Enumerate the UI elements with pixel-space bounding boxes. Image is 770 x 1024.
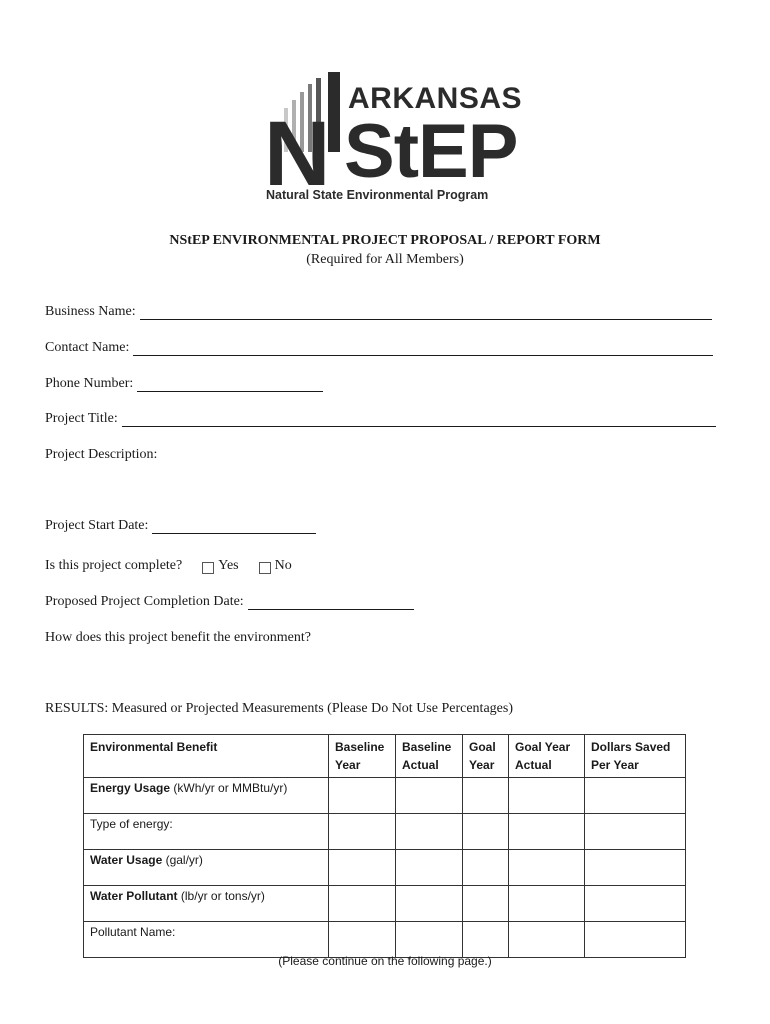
project-start-date-label: Project Start Date: — [45, 518, 149, 533]
nstep-logo — [262, 70, 523, 206]
project-description-label: Project Description: — [45, 447, 158, 462]
results-table — [83, 734, 686, 958]
project-title-label: Project Title: — [45, 411, 118, 426]
row-label-rest: (kWh/yr or MMBtu/yr) — [170, 781, 288, 795]
input-cell[interactable] — [509, 886, 585, 922]
input-cell[interactable] — [329, 778, 396, 814]
input-cell[interactable] — [585, 814, 686, 850]
row-label — [84, 814, 329, 850]
row-label-rest: Pollutant Name: — [90, 925, 176, 939]
row-label-bold: Water Pollutant — [90, 889, 178, 903]
logo-n-letter: N — [264, 103, 329, 205]
contact-name-input-line[interactable] — [133, 341, 713, 356]
input-cell[interactable] — [463, 922, 509, 958]
phone-number-input-line[interactable] — [137, 377, 323, 392]
form-subtitle: (Required for All Members) — [306, 252, 464, 267]
logo-state-text: ARKANSAS — [348, 82, 523, 115]
header-dollars-saved: Dollars Saved Per Year — [585, 735, 686, 778]
results-heading: RESULTS: Measured or Projected Measurements (Please Do Not Use Percentages) — [45, 701, 513, 716]
input-cell[interactable] — [396, 814, 463, 850]
input-cell[interactable] — [509, 814, 585, 850]
row-label — [84, 778, 329, 814]
input-cell[interactable] — [509, 850, 585, 886]
input-cell[interactable] — [509, 778, 585, 814]
no-label: No — [274, 558, 292, 573]
input-cell[interactable] — [463, 814, 509, 850]
input-cell[interactable] — [585, 886, 686, 922]
phone-number-label: Phone Number: — [45, 376, 134, 391]
row-label-rest: (lb/yr or tons/yr) — [177, 889, 265, 903]
input-cell[interactable] — [463, 850, 509, 886]
row-label — [84, 850, 329, 886]
benefit-question: How does this project benefit the environment? — [45, 630, 311, 645]
completion-date-row — [45, 594, 414, 610]
business-name-input-line[interactable] — [140, 305, 712, 320]
input-cell[interactable] — [585, 778, 686, 814]
row-label-rest: Type of energy: — [90, 817, 173, 831]
table-row — [84, 778, 686, 814]
results-row — [45, 701, 513, 717]
header-baseline-actual: Baseline Actual — [396, 735, 463, 778]
project-complete-label: Is this project complete? — [45, 558, 183, 573]
continue-note: (Please continue on the following page.) — [278, 954, 492, 968]
header-environmental-benefit: Environmental Benefit — [84, 735, 329, 778]
header-baseline-year: Baseline Year — [329, 735, 396, 778]
contact-name-row — [45, 340, 713, 356]
business-name-row — [45, 304, 712, 320]
input-cell[interactable] — [585, 850, 686, 886]
table-header-row — [84, 735, 686, 778]
header-goal-year-actual: Goal Year Actual — [509, 735, 585, 778]
row-label-bold: Energy Usage — [90, 781, 171, 795]
table-row — [84, 814, 686, 850]
benefit-row — [45, 630, 311, 646]
project-start-date-input-line[interactable] — [152, 519, 316, 534]
form-title: NStEP ENVIRONMENTAL PROJECT PROPOSAL / REPORT FORM — [169, 233, 601, 248]
input-cell[interactable] — [396, 778, 463, 814]
yes-checkbox[interactable] — [202, 562, 214, 574]
input-cell[interactable] — [396, 886, 463, 922]
input-cell[interactable] — [463, 886, 509, 922]
phone-number-row — [45, 376, 323, 392]
input-cell[interactable] — [329, 814, 396, 850]
input-cell[interactable] — [396, 922, 463, 958]
header-goal-year: Goal Year — [463, 735, 509, 778]
input-cell[interactable] — [396, 850, 463, 886]
table-row — [84, 850, 686, 886]
completion-date-label: Proposed Project Completion Date: — [45, 594, 244, 609]
table-row — [84, 922, 686, 958]
logo-tagline: Natural State Environmental Program — [266, 188, 489, 202]
row-label — [84, 922, 329, 958]
business-name-label: Business Name: — [45, 304, 136, 319]
contact-name-label: Contact Name: — [45, 340, 130, 355]
input-cell[interactable] — [585, 922, 686, 958]
logo-step-text: StEP — [344, 109, 518, 194]
row-label-bold: Water Usage — [90, 853, 163, 867]
project-title-row — [45, 411, 716, 427]
input-cell[interactable] — [509, 922, 585, 958]
input-cell[interactable] — [463, 778, 509, 814]
yes-label: Yes — [218, 558, 239, 573]
completion-date-input-line[interactable] — [248, 595, 414, 610]
row-label — [84, 886, 329, 922]
project-description-row — [45, 447, 157, 463]
project-title-input-line[interactable] — [122, 412, 716, 427]
input-cell[interactable] — [329, 850, 396, 886]
project-complete-row — [45, 558, 292, 574]
input-cell[interactable] — [329, 922, 396, 958]
table-row — [84, 886, 686, 922]
project-start-date-row — [45, 518, 316, 534]
row-label-rest: (gal/yr) — [162, 853, 203, 867]
input-cell[interactable] — [329, 886, 396, 922]
no-checkbox[interactable] — [259, 562, 271, 574]
